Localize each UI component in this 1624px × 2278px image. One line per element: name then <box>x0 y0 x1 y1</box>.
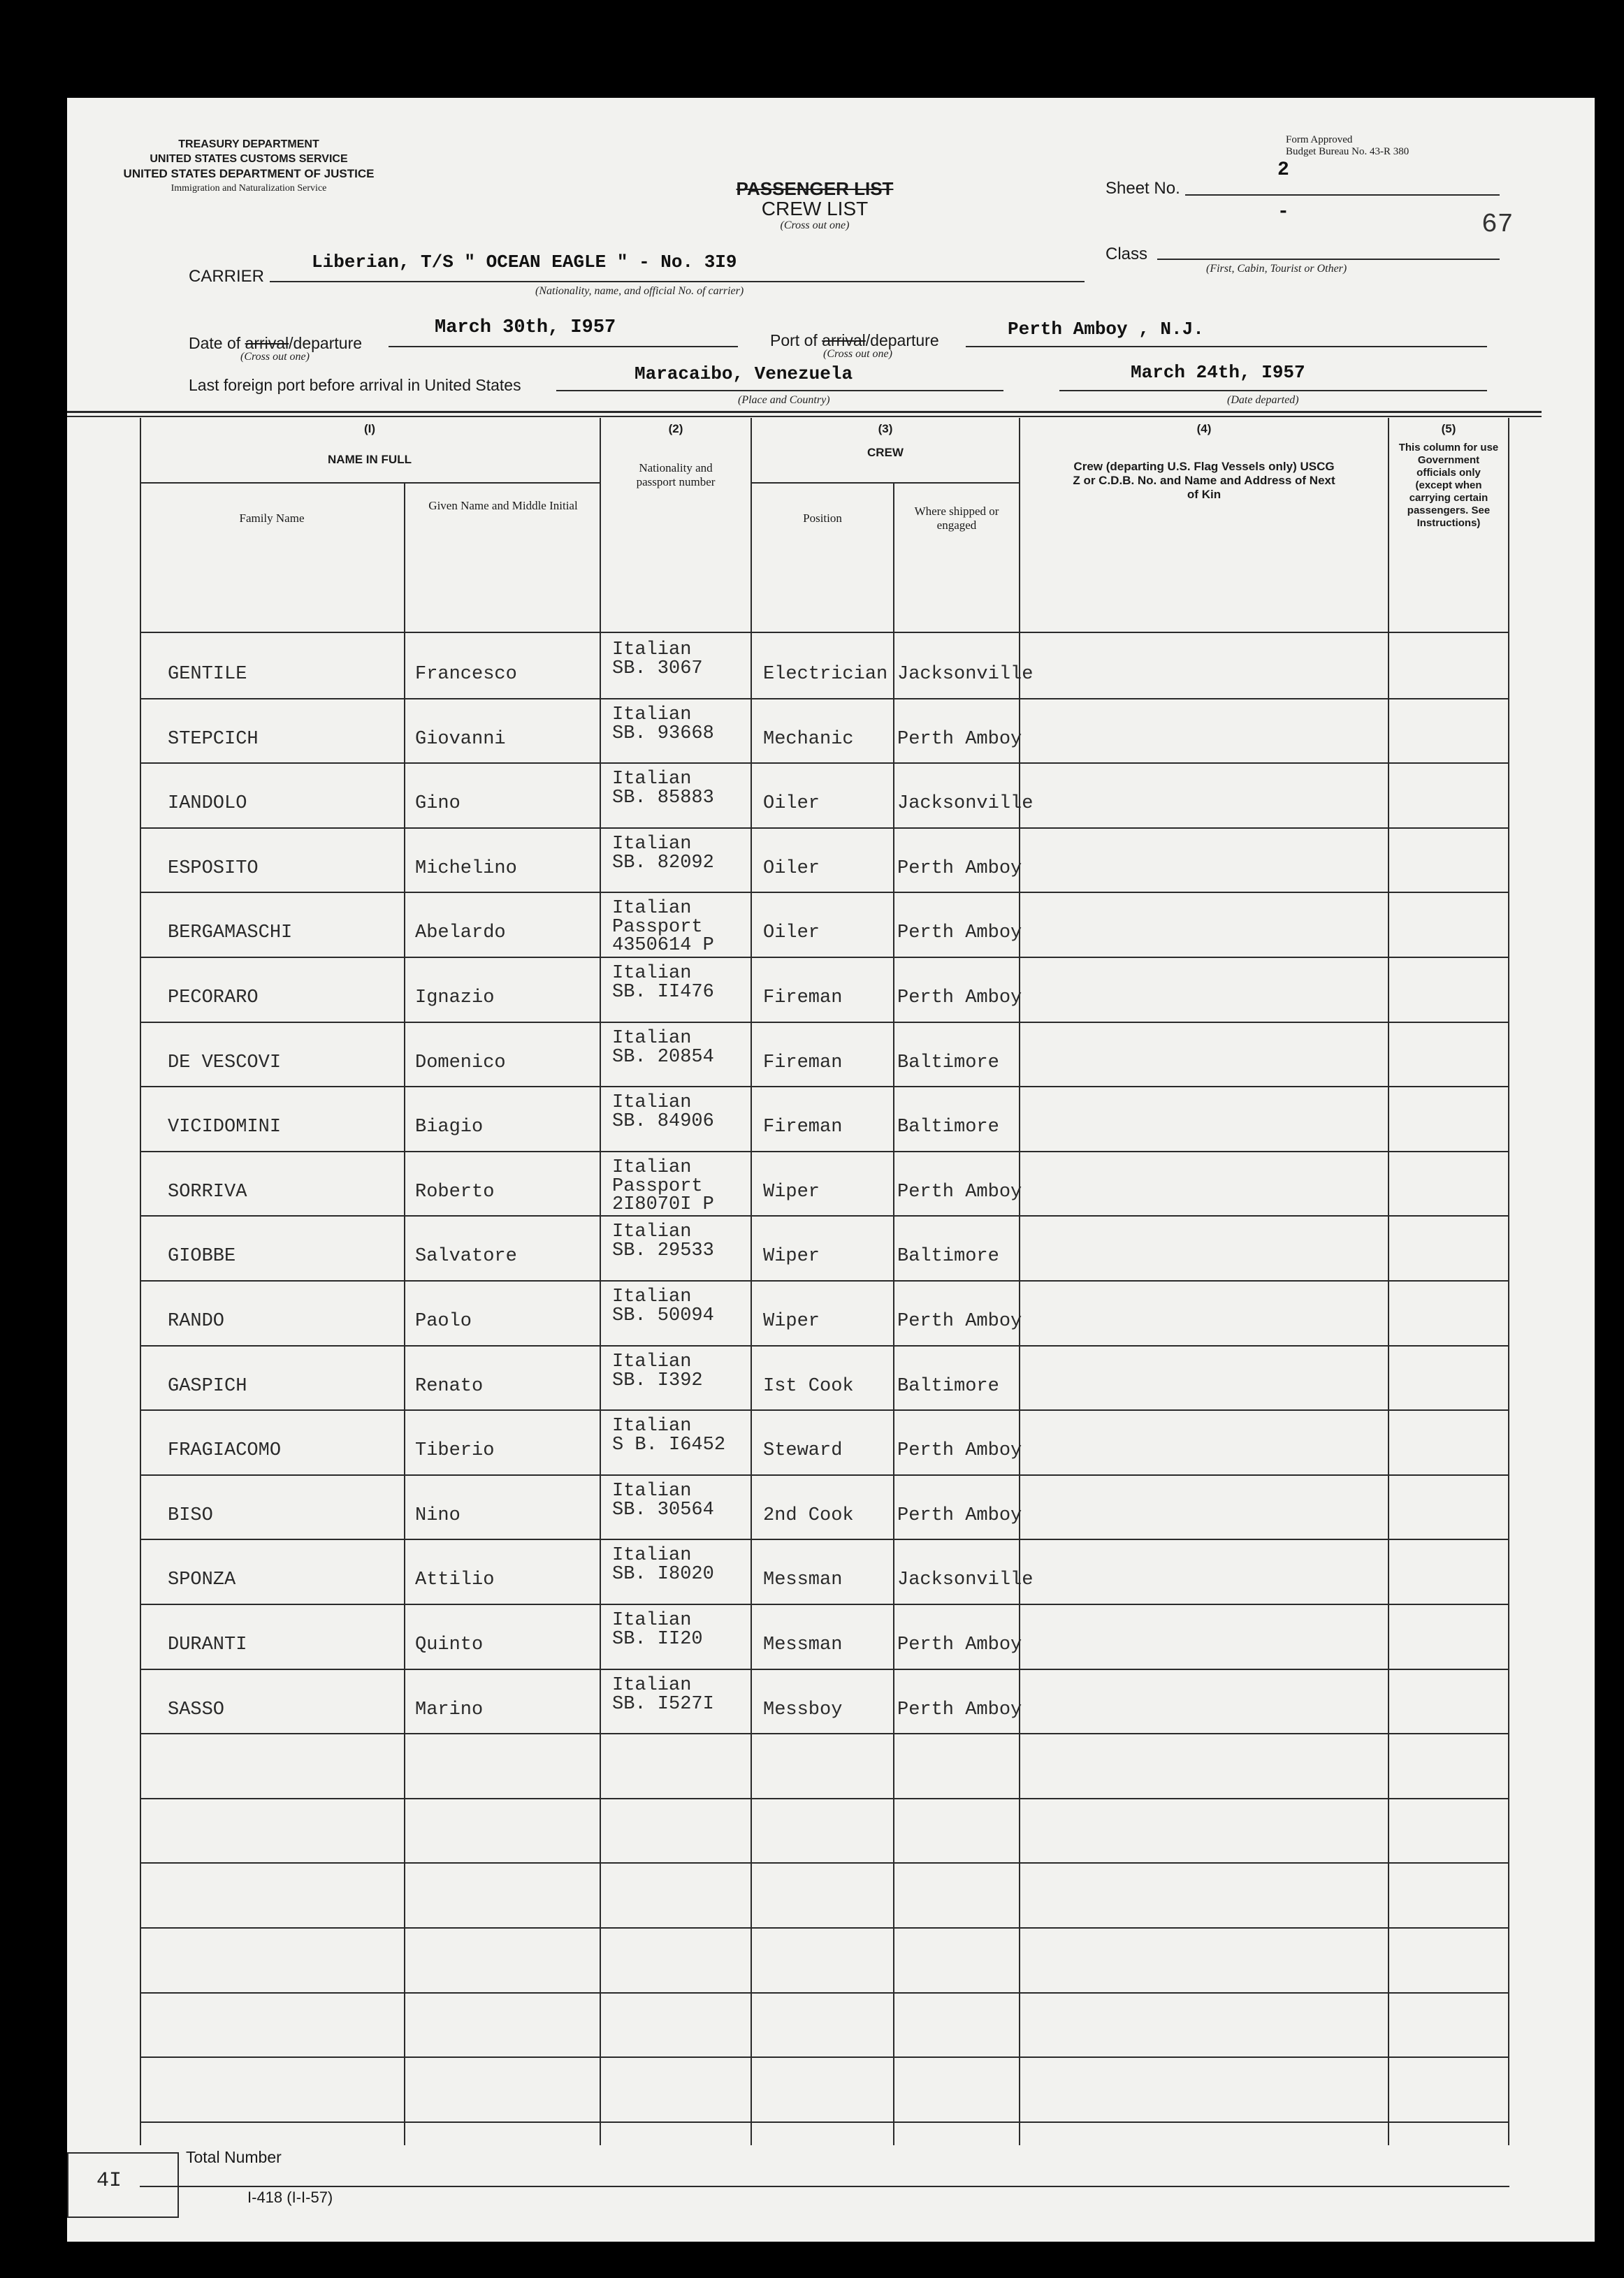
nationality-passport-cell <box>612 1222 731 1260</box>
passport-number: SB. II476 <box>612 982 714 1003</box>
position-cell: Fireman <box>763 1117 843 1138</box>
shipped-cell: Baltimore <box>897 1246 999 1267</box>
date-label <box>189 334 362 353</box>
carrier-line <box>270 281 1085 282</box>
row-divider <box>140 1086 1509 1087</box>
nationality-passport-cell <box>612 834 731 872</box>
nationality-passport-cell <box>612 1029 731 1066</box>
family-cell: STEPCICH <box>168 729 259 750</box>
position-cell: Fireman <box>763 1052 843 1073</box>
nationality: Italian <box>612 898 692 919</box>
date-label-suffix: /departure <box>289 334 363 352</box>
shipped-cell: Baltimore <box>897 1376 999 1397</box>
position-cell: Messman <box>763 1634 843 1655</box>
nationality: Italian <box>612 834 692 855</box>
budget-bureau-number: Budget Bureau No. 43-R 380 <box>1286 146 1409 157</box>
nationality: Italian <box>612 963 692 984</box>
shipped-cell: Jacksonville <box>897 664 1034 685</box>
nationality: Italian <box>612 639 692 660</box>
class-dash: - <box>1277 201 1289 223</box>
row-divider <box>140 1345 1509 1347</box>
row-divider <box>140 1215 1509 1217</box>
passport-number: SB. 84906 <box>612 1111 714 1132</box>
position-cell: Wiper <box>763 1246 820 1267</box>
shipped-cell: Perth Amboy <box>897 1634 1022 1655</box>
total-number-value: 4I <box>96 2169 122 2193</box>
given-cell: Michelino <box>415 858 517 879</box>
header-rule-top <box>67 411 1542 413</box>
row-divider <box>140 892 1509 893</box>
position-cell: Steward <box>763 1440 843 1461</box>
passport-number: SB. 30564 <box>612 1500 714 1521</box>
shipped-cell: Jacksonville <box>897 1569 1034 1590</box>
form-approved-text: Form Approved <box>1286 134 1353 145</box>
nationality: Italian <box>612 704 692 725</box>
total-number-label: Total Number <box>186 2148 282 2166</box>
carrier-value: Liberian, T/S " OCEAN EAGLE " - No. 3I9 <box>312 252 737 273</box>
nationality-passport-cell <box>612 769 731 807</box>
given-cell: Paolo <box>415 1311 472 1332</box>
given-cell: Tiberio <box>415 1440 495 1461</box>
divider-family-given <box>404 484 405 2145</box>
header-split-name <box>140 482 600 484</box>
nationality-passport-cell <box>612 1287 731 1325</box>
family-cell: DURANTI <box>168 1634 247 1655</box>
row-divider <box>140 1862 1509 1864</box>
title-cross-out-hint: (Cross out one) <box>780 219 850 231</box>
sheet-number-label: Sheet No. <box>1105 179 1180 198</box>
family-cell: PECORARO <box>168 987 259 1008</box>
row-divider <box>140 957 1509 958</box>
departure-port-value: Perth Amboy , N.J. <box>1008 319 1204 340</box>
agency-line-4: Immigration and Naturalization Service <box>171 183 327 194</box>
row-divider <box>140 1798 1509 1799</box>
family-cell: IANDOLO <box>168 793 247 814</box>
page-number: 67 <box>1481 210 1514 240</box>
nationality-passport-cell <box>612 1481 731 1519</box>
row-divider <box>140 1151 1509 1152</box>
class-label: Class <box>1105 245 1148 263</box>
given-cell: Francesco <box>415 664 517 685</box>
col1-title: NAME IN FULL <box>328 453 412 466</box>
family-cell: VICIDOMINI <box>168 1117 282 1138</box>
header-rule-bottom <box>67 416 1542 417</box>
position-cell: Oiler <box>763 793 820 814</box>
col3-shipped-header: Where shipped or engaged <box>914 505 999 532</box>
row-divider <box>140 1022 1509 1023</box>
nationality-passport-cell <box>612 1546 731 1583</box>
table-left-border <box>140 418 141 2145</box>
shipped-cell: Perth Amboy <box>897 1505 1022 1526</box>
row-divider <box>140 827 1509 829</box>
passport-number: SB. I8020 <box>612 1564 714 1585</box>
foreign-port-label: Last foreign port before arrival in United States <box>189 376 521 394</box>
col3-number: (3) <box>878 422 893 435</box>
foreign-departure-date-value: March 24th, I957 <box>1131 362 1305 383</box>
date-label-struck: arrival <box>245 334 289 352</box>
nationality: Italian <box>612 1610 692 1631</box>
col2-title: Nationality and passport number <box>636 461 716 488</box>
row-divider <box>140 1669 1509 1670</box>
col2-number: (2) <box>668 422 683 435</box>
shipped-cell: Baltimore <box>897 1117 999 1138</box>
row-divider <box>140 1604 1509 1605</box>
passport-number: SB. 85883 <box>612 788 714 808</box>
family-cell: GIOBBE <box>168 1246 236 1267</box>
given-cell: Domenico <box>415 1052 506 1073</box>
position-cell: Fireman <box>763 987 843 1008</box>
header-bottom-line <box>140 632 1509 633</box>
col3-title: CREW <box>867 446 904 459</box>
form-title <box>696 179 934 232</box>
family-cell: GENTILE <box>168 664 247 685</box>
given-cell: Salvatore <box>415 1246 517 1267</box>
sheet-number-value: 2 <box>1277 159 1289 181</box>
port-label-struck: arrival <box>822 331 866 349</box>
foreign-date-line <box>1059 390 1487 391</box>
nationality-passport-cell <box>612 1352 731 1390</box>
nationality-passport-cell <box>612 1158 731 1214</box>
given-cell: Renato <box>415 1376 484 1397</box>
row-divider <box>140 1733 1509 1734</box>
nationality: Italian <box>612 1416 692 1437</box>
shipped-cell: Perth Amboy <box>897 922 1022 943</box>
shipped-cell: Perth Amboy <box>897 858 1022 879</box>
nationality: Italian <box>612 1028 692 1049</box>
agency-line-2: UNITED STATES CUSTOMS SERVICE <box>150 153 348 165</box>
given-cell: Gino <box>415 793 461 814</box>
passport-number: SB. I392 <box>612 1370 703 1391</box>
family-cell: FRAGIACOMO <box>168 1440 282 1461</box>
col4-number: (4) <box>1196 422 1212 435</box>
passport-number: Passport 2I8070I P <box>612 1176 714 1215</box>
col5-number: (5) <box>1441 422 1456 435</box>
nationality-passport-cell <box>612 1611 731 1648</box>
family-cell: ESPOSITO <box>168 858 259 879</box>
foreign-port-value: Maracaibo, Venezuela <box>635 363 853 384</box>
passport-number: SB. I527I <box>612 1694 714 1715</box>
nationality: Italian <box>612 1675 692 1696</box>
passport-number: S B. I6452 <box>612 1435 726 1456</box>
passport-number: SB. II20 <box>612 1629 703 1650</box>
shipped-cell: Perth Amboy <box>897 1440 1022 1461</box>
divider-name-nationality <box>600 418 601 2145</box>
position-cell: Messman <box>763 1569 843 1590</box>
family-cell: SASSO <box>168 1699 225 1720</box>
crew-list-form <box>67 98 1595 2242</box>
nationality: Italian <box>612 1351 692 1372</box>
carrier-label: CARRIER <box>189 267 265 286</box>
port-line <box>966 346 1487 347</box>
nationality: Italian <box>612 769 692 790</box>
passport-number: SB. 3067 <box>612 658 703 679</box>
nationality: Italian <box>612 1092 692 1113</box>
col3-position-header: Position <box>803 512 842 525</box>
divider-kin-official <box>1388 418 1389 2145</box>
crew-table <box>140 418 1525 2145</box>
given-cell: Ignazio <box>415 987 495 1008</box>
family-cell: SORRIVA <box>168 1182 247 1203</box>
agency-line-1: TREASURY DEPARTMENT <box>178 138 319 150</box>
given-cell: Biagio <box>415 1117 484 1138</box>
position-cell: Ist Cook <box>763 1376 854 1397</box>
departure-date-value: March 30th, I957 <box>435 317 616 338</box>
shipped-cell: Perth Amboy <box>897 1699 1022 1720</box>
row-divider <box>140 1280 1509 1282</box>
title-crew-list: CREW LIST <box>761 198 869 219</box>
position-cell: Oiler <box>763 858 820 879</box>
port-label <box>770 331 939 350</box>
agency-line-3: UNITED STATES DEPARTMENT OF JUSTICE <box>123 167 375 180</box>
divider-nationality-crew <box>751 418 752 2145</box>
shipped-cell: Perth Amboy <box>897 1311 1022 1332</box>
foreign-date-hint: (Date departed) <box>1227 394 1299 406</box>
row-divider <box>140 2121 1509 2123</box>
agency-header <box>95 137 403 196</box>
nationality-passport-cell <box>612 964 731 1001</box>
passport-number: SB. 93668 <box>612 723 714 744</box>
sheet-number-line <box>1185 194 1500 196</box>
nationality-passport-cell <box>612 640 731 678</box>
nationality: Italian <box>612 1286 692 1307</box>
nationality: Italian <box>612 1221 692 1242</box>
given-cell: Abelardo <box>415 922 506 943</box>
carrier-hint: (Nationality, name, and official No. of carrier) <box>535 285 744 297</box>
nationality-passport-cell <box>612 899 731 955</box>
nationality-passport-cell <box>612 1416 731 1454</box>
given-cell: Marino <box>415 1699 484 1720</box>
row-divider <box>140 2186 1509 2187</box>
header-split-crew <box>751 482 1019 484</box>
passport-number: SB. 29533 <box>612 1240 714 1261</box>
total-number-box <box>67 2152 179 2218</box>
given-cell: Quinto <box>415 1634 484 1655</box>
nationality: Italian <box>612 1157 692 1178</box>
nationality-passport-cell <box>612 1093 731 1131</box>
table-right-border <box>1508 418 1509 2145</box>
passport-number: SB. 82092 <box>612 853 714 873</box>
form-number: I-418 (I-I-57) <box>247 2189 333 2206</box>
row-divider <box>140 1927 1509 1929</box>
port-hint: (Cross out one) <box>823 348 892 360</box>
given-cell: Giovanni <box>415 729 506 750</box>
row-divider <box>140 762 1509 764</box>
date-line <box>389 346 738 347</box>
nationality-passport-cell <box>612 1676 731 1713</box>
given-cell: Nino <box>415 1505 461 1526</box>
date-hint: (Cross out one) <box>240 351 310 363</box>
date-label-prefix: Date of <box>189 334 245 352</box>
row-divider <box>140 2056 1509 2058</box>
position-cell: Messboy <box>763 1699 843 1720</box>
title-passenger-list: PASSENGER LIST <box>736 178 894 199</box>
given-cell: Roberto <box>415 1182 495 1203</box>
col1-number: (I) <box>363 422 376 435</box>
row-divider <box>140 1474 1509 1476</box>
shipped-cell: Perth Amboy <box>897 729 1022 750</box>
port-label-prefix: Port of <box>770 331 822 349</box>
foreign-port-hint: (Place and Country) <box>738 394 830 406</box>
divider-position-shipped <box>893 484 894 2145</box>
port-label-suffix: /departure <box>865 331 939 349</box>
foreign-port-line <box>556 390 1003 391</box>
shipped-cell: Jacksonville <box>897 793 1034 814</box>
nationality-passport-cell <box>612 705 731 743</box>
family-cell: BERGAMASCHI <box>168 922 293 943</box>
family-cell: BISO <box>168 1505 213 1526</box>
row-divider <box>140 1409 1509 1411</box>
col4-title: Crew (departing U.S. Flag Vessels only) USCG Z or C.D.B. No. and Name and Address of Next of Kin <box>1073 460 1335 501</box>
shipped-cell: Baltimore <box>897 1052 999 1073</box>
class-hint: (First, Cabin, Tourist or Other) <box>1206 263 1347 275</box>
position-cell: 2nd Cook <box>763 1505 854 1526</box>
family-cell: DE VESCOVI <box>168 1052 282 1073</box>
family-cell: SPONZA <box>168 1569 236 1590</box>
position-cell: Mechanic <box>763 729 854 750</box>
row-divider <box>140 1992 1509 1994</box>
nationality: Italian <box>612 1545 692 1566</box>
position-cell: Wiper <box>763 1182 820 1203</box>
position-cell: Oiler <box>763 922 820 943</box>
shipped-cell: Perth Amboy <box>897 1182 1022 1203</box>
col5-title: This column for use Government officials only (except when carrying certain passengers. See Instructions) <box>1398 442 1499 529</box>
form-approval <box>1286 134 1409 158</box>
shipped-cell: Perth Amboy <box>897 987 1022 1008</box>
passport-number: Passport 4350614 P <box>612 917 714 956</box>
nationality: Italian <box>612 1481 692 1502</box>
class-line <box>1157 259 1500 260</box>
position-cell: Electrician <box>763 664 888 685</box>
family-cell: GASPICH <box>168 1376 247 1397</box>
passport-number: SB. 50094 <box>612 1305 714 1326</box>
col1-given-header: Given Name and Middle Initial <box>428 499 578 512</box>
row-divider <box>140 1539 1509 1540</box>
position-cell: Wiper <box>763 1311 820 1332</box>
family-cell: RANDO <box>168 1311 225 1332</box>
passport-number: SB. 20854 <box>612 1047 714 1068</box>
row-divider <box>140 698 1509 699</box>
given-cell: Attilio <box>415 1569 495 1590</box>
col1-family-header: Family Name <box>239 512 305 525</box>
